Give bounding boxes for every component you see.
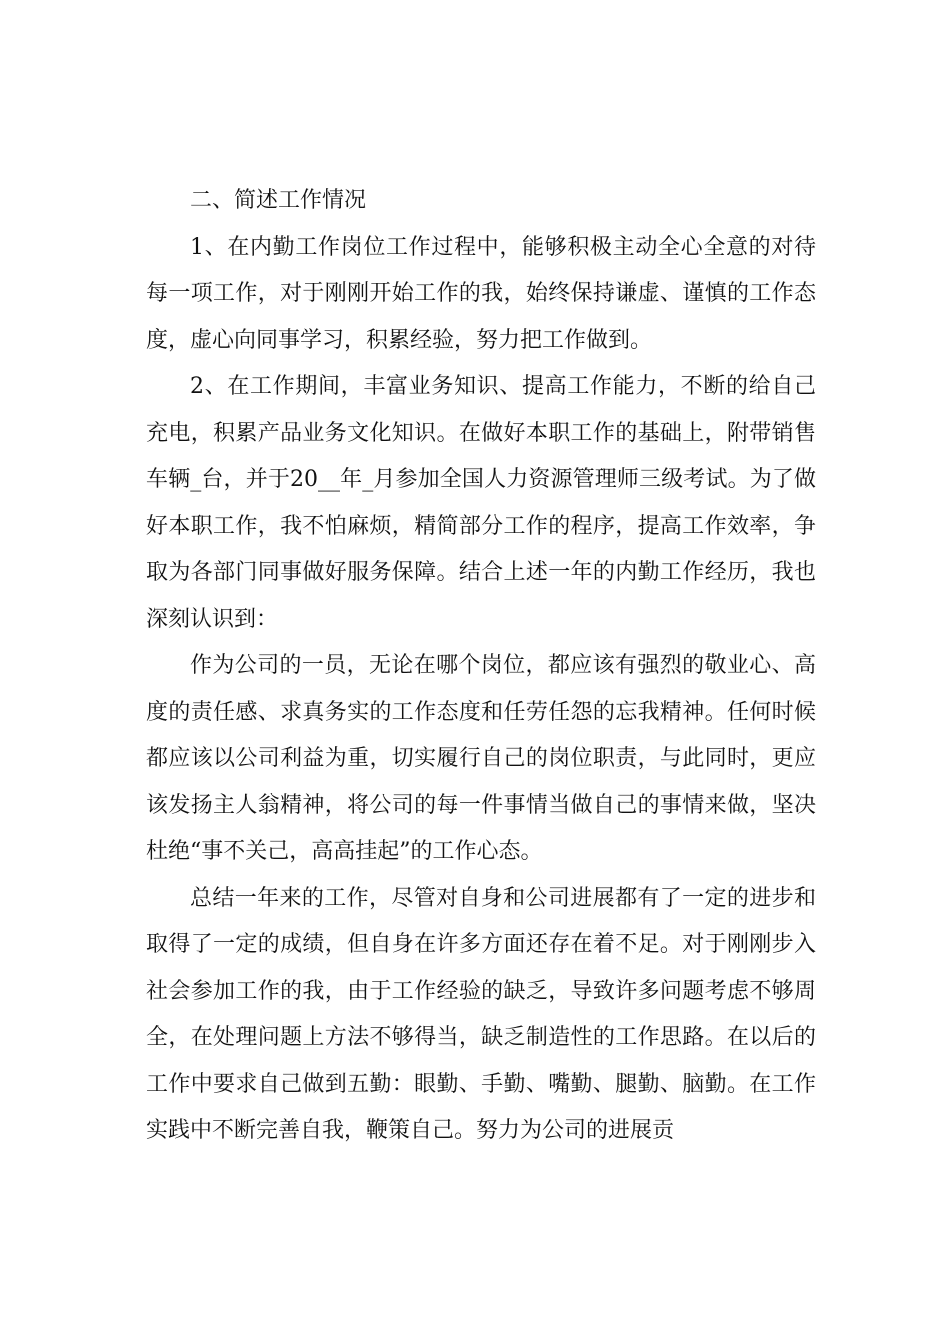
paragraph-3: 作为公司的一员，无论在哪个岗位，都应该有强烈的敬业心、高度的责任感、求真务实的工作态度和任劳任怨的忘我精神。任何时候都应该以公司利益为重，切实履行自己的岗位职责，与此同时，更应该发扬主人翁精神，将公司的每一件事情当做自己的事情来做，坚决杜绝“事不关己，高高挂起”的工作心态。 xyxy=(146,653,816,864)
paragraph-1: 1、在内勤工作岗位工作过程中，能够积极主动全心全意的对待每一项工作，对于刚刚开始工作的我，始终保持谦虚、谨慎的工作态度，虚心向同事学习，积累经验，努力把工作做到。 xyxy=(146,234,816,353)
paragraph-4: 总结一年来的工作，尽管对自身和公司进展都有了一定的进步和取得了一定的成绩，但自身在许多方面还存在着不足。对于刚刚步入社会参加工作的我，由于工作经验的缺乏，导致许多问题考虑不够周全，在处理问题上方法不够得当，缺乏制造性的工作思路。在以后的工作中要求自己做到五勤：眼勤、手勤、嘴勤、腿勤、脑勤。在工作实践中不断完善自我，鞭策自己。努力为公司的进展贡 xyxy=(146,885,816,1143)
section-heading: 二、简述工作情况 xyxy=(190,188,367,213)
document-body xyxy=(146,178,816,1155)
paragraph-2: 2、在工作期间，丰富业务知识、提高工作能力，不断的给自己充电，积累产品业务文化知识。在做好本职工作的基础上，附带销售车辆_台，并于20__年_月参加全国人力资源管理师三级考试。为了做好本职工作，我不怕麻烦，精简部分工作的程序，提高工作效率，争取为各部门同事做好服务保障。结合上述一年的内勤工作经历，我也深刻认识到： xyxy=(146,374,816,632)
